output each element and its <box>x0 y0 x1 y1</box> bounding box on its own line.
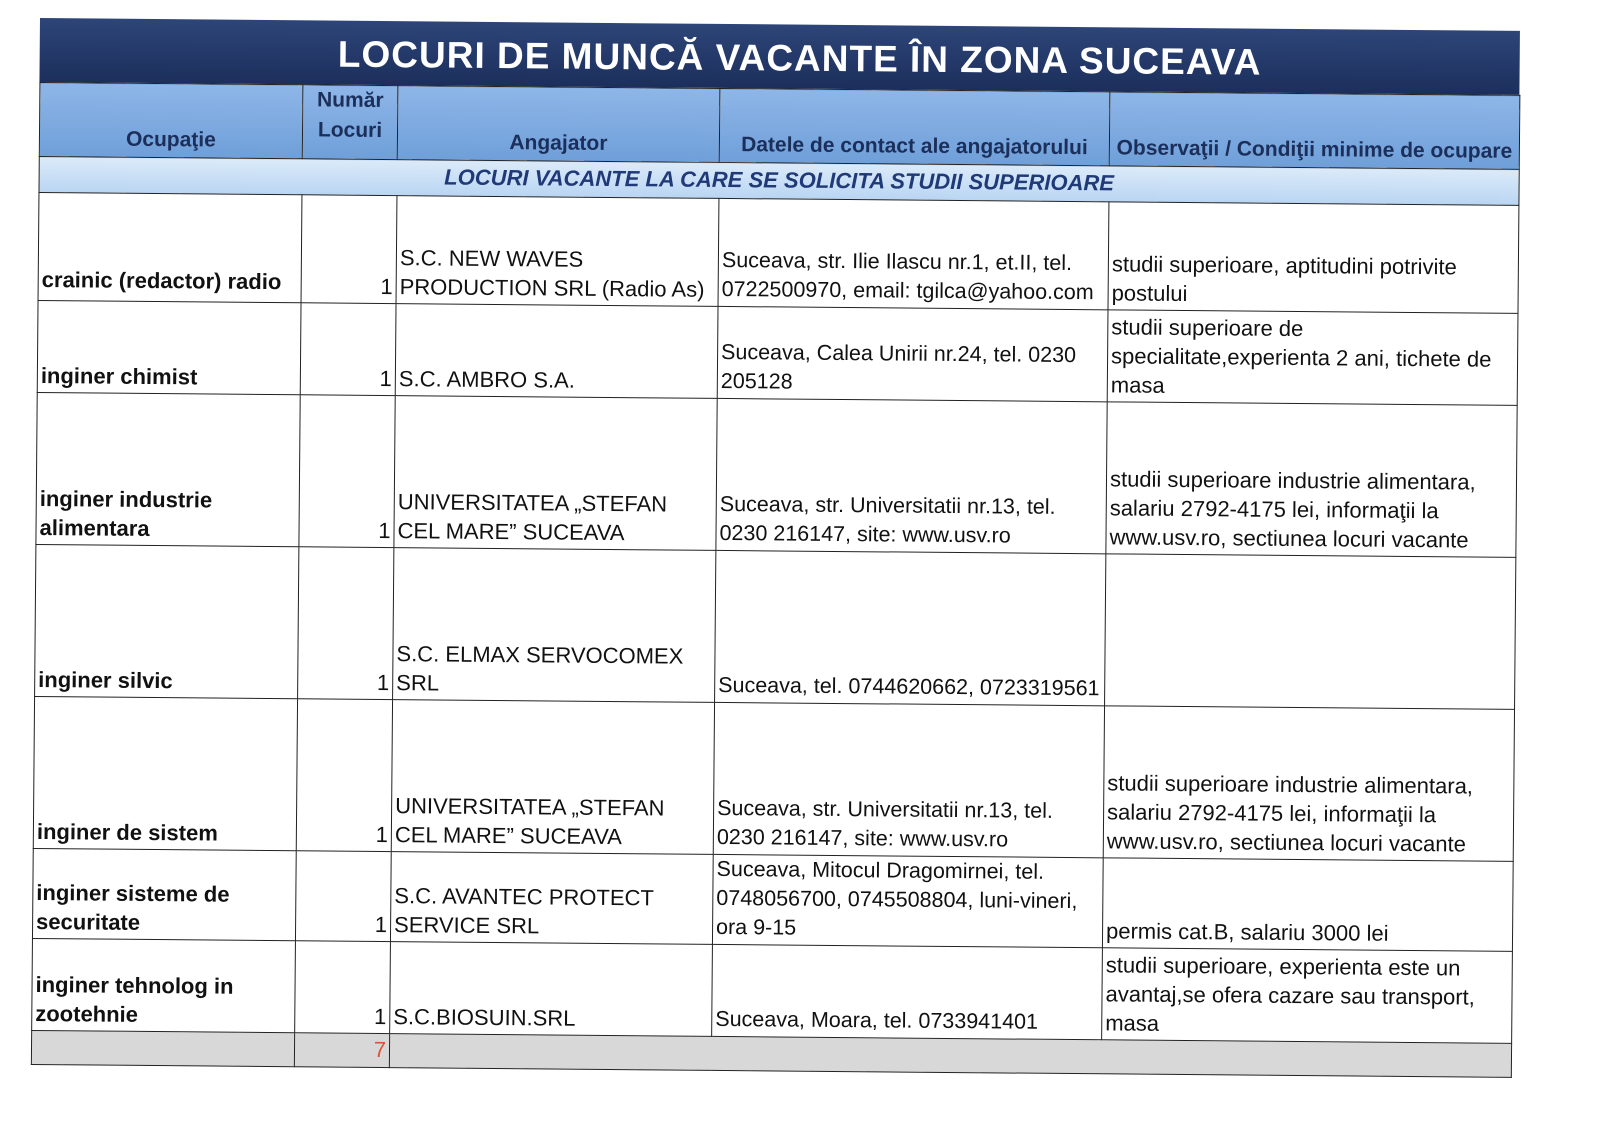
contact-cell: Suceava, str. Universitatii nr.13, tel. 0230 216147, site: www.usv.ro <box>713 702 1104 857</box>
occupation-cell: inginer de sistem <box>33 696 297 850</box>
conditions-cell: studii superioare de specialitate,experienta 2 ani, tichete de masa <box>1107 310 1518 406</box>
employer-cell: S.C. AMBRO S.A. <box>395 304 718 399</box>
conditions-cell: studii superioare, experienta este un avantaj,se ofera cazare sau transport, masa <box>1102 948 1513 1044</box>
places-cell: 1 <box>298 547 394 700</box>
table-row <box>32 938 1513 1043</box>
total-places-cell: 7 <box>294 1033 389 1068</box>
contact-cell: Suceava, Calea Unirii nr.24, tel. 0230 205128 <box>717 306 1108 401</box>
conditions-cell: permis cat.B, salariu 3000 lei <box>1102 858 1513 952</box>
table-row <box>32 848 1513 951</box>
places-cell: 1 <box>299 395 395 548</box>
conditions-cell: studii superioare industrie alimentara, salariu 2792-4175 lei, informaţii la www.usv.ro, sectiunea locuri vacante <box>1106 402 1517 558</box>
employer-cell: UNIVERSITATEA „STEFAN CEL MARE” SUCEAVA <box>394 396 717 551</box>
contact-cell: Suceava, tel. 0744620662, 0723319561 <box>715 550 1106 705</box>
employer-cell: UNIVERSITATEA „STEFAN CEL MARE” SUCEAVA <box>391 700 714 855</box>
conditions-cell: studii superioare industrie alimentara, salariu 2792-4175 lei, informaţii la www.usv.ro, sectiunea locuri vacante <box>1103 706 1514 862</box>
occupation-cell: inginer industrie alimentara <box>36 392 300 546</box>
table-row <box>37 300 1518 405</box>
occupation-cell: crainic (redactor) radio <box>38 192 302 302</box>
conditions-cell <box>1105 554 1516 710</box>
header-occupation: Ocupaţie <box>39 83 303 159</box>
header-employer: Angajator <box>397 86 720 163</box>
contact-cell: Suceava, str. Universitatii nr.13, tel. 0230 216147, site: www.usv.ro <box>716 398 1107 553</box>
employer-cell: S.C.BIOSUIN.SRL <box>390 942 713 1037</box>
places-cell: 1 <box>301 195 397 304</box>
places-cell: 1 <box>295 941 391 1034</box>
places-cell: 1 <box>295 851 391 942</box>
places-cell: 1 <box>296 699 392 852</box>
table-row <box>36 392 1517 557</box>
table-row <box>33 696 1514 861</box>
total-label-cell <box>31 1030 294 1066</box>
conditions-cell: studii superioare, aptitudini potrivite postului <box>1108 202 1519 314</box>
section-title: LOCURI VACANTE LA CARE SE SOLICITA STUDII SUPERIOARE <box>39 156 1519 205</box>
header-conditions: Observaţii / Condiţii minime de ocupare <box>1109 92 1520 170</box>
occupation-cell: inginer sisteme de securitate <box>32 848 296 940</box>
header-contact: Datele de contact ale angajatorului <box>719 88 1110 165</box>
table-row <box>35 544 1516 709</box>
contact-cell: Suceava, str. Ilie Ilascu nr.1, et.II, tel. 0722500970, email: tgilca@yahoo.com <box>718 198 1109 309</box>
occupation-cell: inginer tehnolog in zootehnie <box>32 938 296 1032</box>
contact-cell: Suceava, Moara, tel. 0733941401 <box>712 944 1103 1039</box>
header-places: Număr Locuri <box>302 85 398 160</box>
employer-cell: S.C. ELMAX SERVOCOMEX SRL <box>393 548 716 703</box>
places-cell: 1 <box>300 303 396 396</box>
table-header-row <box>39 83 1520 170</box>
occupation-cell: inginer silvic <box>35 544 299 698</box>
job-listing-sheet <box>31 18 1520 1078</box>
vacancies-table <box>31 82 1521 1078</box>
occupation-cell: inginer chimist <box>37 300 301 394</box>
employer-cell: S.C. NEW WAVES PRODUCTION SRL (Radio As) <box>396 196 719 307</box>
page-title: LOCURI DE MUNCĂ VACANTE ÎN ZONA SUCEAVA <box>39 18 1520 95</box>
contact-cell: Suceava, Mitocul Dragomirnei, tel. 0748056700, 0745508804, luni-vineri, ora 9-15 <box>712 854 1103 947</box>
employer-cell: S.C. AVANTEC PROTECT SERVICE SRL <box>390 852 713 945</box>
table-row <box>38 192 1519 313</box>
